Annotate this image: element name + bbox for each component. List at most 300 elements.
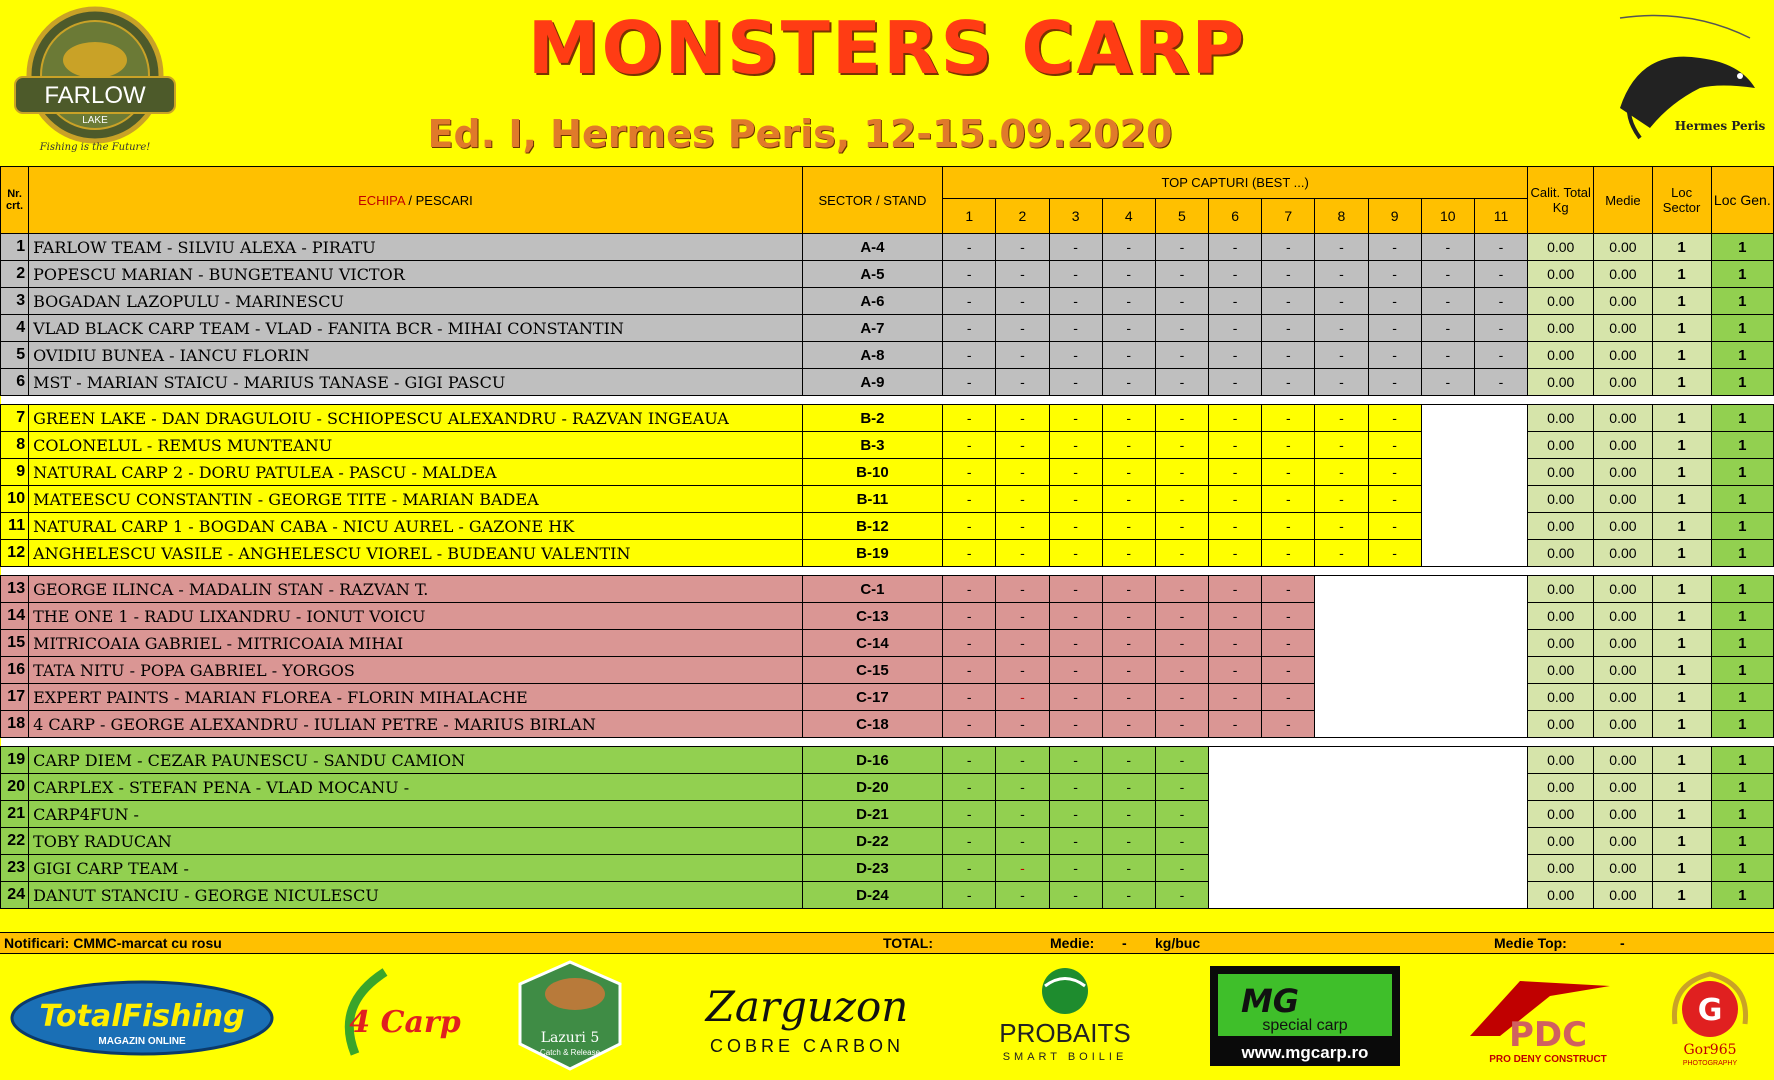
capture-cell: - — [1049, 603, 1102, 630]
capture-cell: - — [1155, 513, 1208, 540]
calit-total: 0.00 — [1528, 486, 1594, 513]
capture-cell: - — [1049, 369, 1102, 396]
calit-total: 0.00 — [1528, 855, 1594, 882]
capture-cell: - — [1049, 459, 1102, 486]
calit-total: 0.00 — [1528, 261, 1594, 288]
sector-stand: B-11 — [802, 486, 942, 513]
loc-sector: 1 — [1652, 855, 1711, 882]
zarguzon-sub: COBRE CARBON — [709, 1036, 905, 1056]
loc-sector: 1 — [1652, 828, 1711, 855]
row-number: 15 — [1, 630, 29, 657]
mgcarp-logo — [1210, 966, 1400, 1066]
sector-stand: C-18 — [802, 711, 942, 738]
capture-cell: - — [1421, 369, 1474, 396]
group-spacer — [1, 738, 1774, 747]
sector-stand: D-16 — [802, 747, 942, 774]
capture-cell: - — [996, 405, 1049, 432]
capture-cell: - — [943, 747, 996, 774]
capture-cell: - — [1209, 234, 1262, 261]
capture-cell: - — [943, 774, 996, 801]
table-row[interactable] — [1, 576, 1774, 603]
capture-cell: - — [1102, 432, 1155, 459]
row-number: 9 — [1, 459, 29, 486]
capture-cell: - — [1102, 540, 1155, 567]
team-name: BOGADAN LAZOPULU - MARINESCU — [29, 288, 803, 315]
capture-cell: - — [1262, 342, 1315, 369]
capture-cell: - — [1315, 369, 1368, 396]
page-header — [0, 0, 1774, 166]
page-subtitle: Ed. I, Hermes Peris, 12-15.09.2020 — [427, 112, 1173, 156]
capture-cell: - — [1102, 630, 1155, 657]
capture-cell: - — [1474, 342, 1527, 369]
farlow-tag: Fishing is the Future! — [39, 142, 151, 153]
capture-cell: - — [1049, 576, 1102, 603]
capture-cell: - — [1155, 801, 1208, 828]
calit-total: 0.00 — [1528, 603, 1594, 630]
capture-cell: - — [1049, 405, 1102, 432]
sector-stand: D-22 — [802, 828, 942, 855]
header-sector: SECTOR / STAND — [802, 167, 942, 234]
header-echipa-label: ECHIPA — [358, 192, 405, 208]
medie-value: 0.00 — [1594, 261, 1652, 288]
capture-cell: - — [1262, 576, 1315, 603]
farlow-sub: LAKE — [82, 115, 108, 126]
capture-cell: - — [1102, 315, 1155, 342]
table-row[interactable] — [1, 747, 1774, 774]
capture-cell: - — [1421, 234, 1474, 261]
sector-stand: A-9 — [802, 369, 942, 396]
capture-cell: - — [996, 234, 1049, 261]
loc-sector: 1 — [1652, 261, 1711, 288]
loc-general: 1 — [1711, 342, 1773, 369]
table-row[interactable] — [1, 315, 1774, 342]
header-capture-5: 5 — [1155, 199, 1208, 234]
team-name: VLAD BLACK CARP TEAM - VLAD - FANITA BCR - MIHAI CONSTANTIN — [29, 315, 803, 342]
sector-stand: C-1 — [802, 576, 942, 603]
header-capture-11: 11 — [1474, 199, 1527, 234]
capture-cell: - — [1209, 405, 1262, 432]
row-number: 6 — [1, 369, 29, 396]
capture-cell: - — [1474, 369, 1527, 396]
footer-bar — [0, 932, 1774, 954]
team-name: OVIDIU BUNEA - IANCU FLORIN — [29, 342, 803, 369]
header-capture-10: 10 — [1421, 199, 1474, 234]
capture-cell: - — [1315, 315, 1368, 342]
zarguzon-logo — [695, 976, 935, 1066]
capture-cell: - — [1155, 315, 1208, 342]
pdc-text: PDC — [1508, 1015, 1588, 1055]
capture-cell: - — [1421, 342, 1474, 369]
footer-medie-val: - — [1122, 935, 1127, 951]
loc-general: 1 — [1711, 459, 1773, 486]
capture-cell: - — [1368, 261, 1421, 288]
capture-cell: - — [1155, 576, 1208, 603]
capture-cell: - — [1315, 459, 1368, 486]
capture-cell: - — [1315, 288, 1368, 315]
sector-stand: C-17 — [802, 684, 942, 711]
gor965-logo — [1660, 964, 1760, 1069]
farlow-name: FARLOW — [44, 82, 146, 109]
calit-total: 0.00 — [1528, 828, 1594, 855]
header-capture-7: 7 — [1262, 199, 1315, 234]
team-name: TOBY RADUCAN — [29, 828, 803, 855]
header-capture-8: 8 — [1315, 199, 1368, 234]
capture-cell: - — [1262, 288, 1315, 315]
capture-cell: - — [1049, 747, 1102, 774]
capture-cell: - — [1262, 513, 1315, 540]
capture-cell: - — [1102, 828, 1155, 855]
table-row[interactable] — [1, 342, 1774, 369]
capture-cell: - — [943, 486, 996, 513]
header-capture-3: 3 — [1049, 199, 1102, 234]
team-name: GEORGE ILINCA - MADALIN STAN - RAZVAN T. — [29, 576, 803, 603]
capture-cell: - — [1155, 684, 1208, 711]
capture-cell: - — [1209, 459, 1262, 486]
loc-sector: 1 — [1652, 369, 1711, 396]
capture-cell: - — [1049, 261, 1102, 288]
capture-cell: - — [996, 459, 1049, 486]
capture-cell: - — [943, 828, 996, 855]
pdc-sub: PRO DENY CONSTRUCT — [1489, 1054, 1607, 1065]
capture-cell: - — [1049, 774, 1102, 801]
team-name: TATA NITU - POPA GABRIEL - YORGOS — [29, 657, 803, 684]
medie-value: 0.00 — [1594, 288, 1652, 315]
capture-cell: - — [1049, 882, 1102, 909]
capture-cell: - — [1209, 603, 1262, 630]
lazuri-text: Lazuri 5 — [540, 1030, 600, 1046]
capture-cell: - — [943, 459, 996, 486]
capture-cell: - — [1102, 459, 1155, 486]
calit-total: 0.00 — [1528, 288, 1594, 315]
capture-cell: - — [1368, 405, 1421, 432]
capture-cell: - — [1155, 657, 1208, 684]
capture-cell: - — [943, 855, 996, 882]
capture-cell: - — [1102, 405, 1155, 432]
capture-cell: - — [1102, 684, 1155, 711]
medie-value: 0.00 — [1594, 576, 1652, 603]
loc-general: 1 — [1711, 801, 1773, 828]
team-name: NATURAL CARP 1 - BOGDAN CABA - NICU AUREL - GAZONE HK — [29, 513, 803, 540]
capture-cell: - — [1262, 603, 1315, 630]
capture-cell: - — [1209, 576, 1262, 603]
row-number: 23 — [1, 855, 29, 882]
capture-cell: - — [996, 882, 1049, 909]
results-table — [0, 166, 1774, 909]
footer-medie: Medie: — [1050, 935, 1095, 951]
4carp-logo — [325, 964, 465, 1064]
sector-stand: A-4 — [802, 234, 942, 261]
loc-general: 1 — [1711, 288, 1773, 315]
capture-cell: - — [943, 711, 996, 738]
capture-cell: - — [996, 342, 1049, 369]
medie-value: 0.00 — [1594, 684, 1652, 711]
sector-stand: A-5 — [802, 261, 942, 288]
row-number: 1 — [1, 234, 29, 261]
calit-total: 0.00 — [1528, 657, 1594, 684]
loc-sector: 1 — [1652, 603, 1711, 630]
loc-sector: 1 — [1652, 657, 1711, 684]
capture-cell: - — [1474, 315, 1527, 342]
capture-cell: - — [1315, 234, 1368, 261]
table-row[interactable] — [1, 405, 1774, 432]
team-name: POPESCU MARIAN - BUNGETEANU VICTOR — [29, 261, 803, 288]
sector-stand: B-3 — [802, 432, 942, 459]
calit-total: 0.00 — [1528, 774, 1594, 801]
footer-medie-top-val: - — [1620, 935, 1625, 951]
capture-cell: - — [1368, 234, 1421, 261]
capture-cell: - — [943, 540, 996, 567]
capture-cell: - — [996, 801, 1049, 828]
medie-value: 0.00 — [1594, 513, 1652, 540]
medie-value: 0.00 — [1594, 342, 1652, 369]
totalfishing-text: TotalFishing — [39, 999, 245, 1034]
loc-sector: 1 — [1652, 459, 1711, 486]
medie-value: 0.00 — [1594, 540, 1652, 567]
capture-cell: - — [1315, 513, 1368, 540]
team-name: MITRICOAIA GABRIEL - MITRICOAIA MIHAI — [29, 630, 803, 657]
loc-general: 1 — [1711, 576, 1773, 603]
sector-stand: B-12 — [802, 513, 942, 540]
capture-cell: - — [1262, 459, 1315, 486]
capture-cell: - — [1155, 774, 1208, 801]
medie-value: 0.00 — [1594, 828, 1652, 855]
capture-cell: - — [1155, 630, 1208, 657]
medie-value: 0.00 — [1594, 855, 1652, 882]
calit-total: 0.00 — [1528, 369, 1594, 396]
capture-cell: - — [1049, 684, 1102, 711]
loc-general: 1 — [1711, 261, 1773, 288]
medie-value: 0.00 — [1594, 486, 1652, 513]
loc-sector: 1 — [1652, 405, 1711, 432]
capture-cell: - — [1102, 369, 1155, 396]
capture-cell: - — [1155, 261, 1208, 288]
capture-cell: - — [1474, 234, 1527, 261]
capture-cell: - — [1262, 486, 1315, 513]
capture-cell: - — [1049, 855, 1102, 882]
medie-value: 0.00 — [1594, 432, 1652, 459]
capture-cell: - — [1368, 459, 1421, 486]
capture-cell: - — [996, 657, 1049, 684]
lazuri5-logo — [505, 954, 635, 1074]
capture-cell: - — [996, 432, 1049, 459]
capture-cell: - — [1102, 774, 1155, 801]
team-name: ANGHELESCU VASILE - ANGHELESCU VIOREL - BUDEANU VALENTIN — [29, 540, 803, 567]
gor-text: Gor965 — [1683, 1042, 1737, 1058]
loc-general: 1 — [1711, 513, 1773, 540]
capture-blank — [1315, 576, 1528, 738]
loc-general: 1 — [1711, 315, 1773, 342]
team-name: CARPLEX - STEFAN PENA - VLAD MOCANU - — [29, 774, 803, 801]
capture-cell: - — [1368, 432, 1421, 459]
capture-cell: - — [1262, 315, 1315, 342]
capture-cell: - — [943, 801, 996, 828]
team-name: 4 CARP - GEORGE ALEXANDRU - IULIAN PETRE - MARIUS BIRLAN — [29, 711, 803, 738]
header-nr: Nr. crt. — [1, 167, 29, 234]
capture-blank — [1209, 747, 1528, 909]
loc-general: 1 — [1711, 882, 1773, 909]
pdc-logo — [1460, 976, 1620, 1066]
capture-cell: - — [1155, 603, 1208, 630]
group-spacer — [1, 567, 1774, 576]
sector-stand: A-7 — [802, 315, 942, 342]
capture-cell: - — [1155, 369, 1208, 396]
loc-general: 1 — [1711, 603, 1773, 630]
header-loc-sector: Loc Sector — [1652, 167, 1711, 234]
sector-stand: C-15 — [802, 657, 942, 684]
capture-cell: - — [1262, 234, 1315, 261]
loc-general: 1 — [1711, 747, 1773, 774]
capture-cell: - — [1368, 342, 1421, 369]
footer-total: TOTAL: — [883, 935, 934, 951]
capture-cell: - — [1474, 288, 1527, 315]
row-number: 21 — [1, 801, 29, 828]
loc-general: 1 — [1711, 405, 1773, 432]
table-row[interactable] — [1, 288, 1774, 315]
capture-cell: - — [1155, 540, 1208, 567]
capture-cell: - — [943, 405, 996, 432]
team-name: THE ONE 1 - RADU LIXANDRU - IONUT VOICU — [29, 603, 803, 630]
capture-cell: - — [1155, 234, 1208, 261]
probaits-text: PROBAITS — [999, 1018, 1131, 1048]
header-capture-1: 1 — [943, 199, 996, 234]
calit-total: 0.00 — [1528, 684, 1594, 711]
mg-url: www.mgcarp.ro — [1241, 1043, 1369, 1062]
loc-sector: 1 — [1652, 576, 1711, 603]
capture-cell: - — [943, 234, 996, 261]
loc-general: 1 — [1711, 828, 1773, 855]
calit-total: 0.00 — [1528, 882, 1594, 909]
team-name: FARLOW TEAM - SILVIU ALEXA - PIRATU — [29, 234, 803, 261]
header-capture-2: 2 — [996, 199, 1049, 234]
loc-sector: 1 — [1652, 315, 1711, 342]
calit-total: 0.00 — [1528, 342, 1594, 369]
capture-cell: - — [1421, 261, 1474, 288]
mg-text: MG — [1240, 982, 1300, 1020]
header-medie: Medie — [1594, 167, 1652, 234]
capture-cell: - — [1049, 801, 1102, 828]
capture-cell: - — [996, 261, 1049, 288]
capture-cell: - — [1209, 369, 1262, 396]
capture-cell: - — [1315, 486, 1368, 513]
capture-cell: - — [943, 603, 996, 630]
calit-total: 0.00 — [1528, 630, 1594, 657]
row-number: 18 — [1, 711, 29, 738]
4carp-text: 4 Carp — [349, 1005, 461, 1040]
capture-cell: - — [1209, 513, 1262, 540]
medie-value: 0.00 — [1594, 882, 1652, 909]
capture-cell: - — [1262, 684, 1315, 711]
loc-sector: 1 — [1652, 711, 1711, 738]
capture-cell: - — [1368, 288, 1421, 315]
capture-cell: - — [1262, 657, 1315, 684]
capture-cell: - — [1102, 342, 1155, 369]
calit-total: 0.00 — [1528, 405, 1594, 432]
team-name: CARP4FUN - — [29, 801, 803, 828]
loc-sector: 1 — [1652, 288, 1711, 315]
row-number: 10 — [1, 486, 29, 513]
table-row[interactable] — [1, 234, 1774, 261]
capture-cell: - — [1315, 432, 1368, 459]
capture-cell: - — [1262, 432, 1315, 459]
sector-stand: B-10 — [802, 459, 942, 486]
calit-total: 0.00 — [1528, 234, 1594, 261]
row-number: 14 — [1, 603, 29, 630]
capture-cell: - — [943, 513, 996, 540]
row-number: 3 — [1, 288, 29, 315]
capture-cell: - — [996, 747, 1049, 774]
row-number: 13 — [1, 576, 29, 603]
capture-cell: - — [1102, 603, 1155, 630]
capture-cell: - — [1049, 234, 1102, 261]
row-number: 4 — [1, 315, 29, 342]
capture-cell: - — [1155, 405, 1208, 432]
capture-cell: - — [943, 576, 996, 603]
capture-cell: - — [996, 540, 1049, 567]
sponsor-bar — [0, 954, 1774, 1080]
capture-cell: - — [996, 369, 1049, 396]
capture-cell: - — [1262, 261, 1315, 288]
capture-cell: - — [1155, 855, 1208, 882]
table-row[interactable] — [1, 369, 1774, 396]
group-spacer — [1, 396, 1774, 405]
mg-sub: special carp — [1262, 1017, 1348, 1034]
team-name: CARP DIEM - CEZAR PAUNESCU - SANDU CAMION — [29, 747, 803, 774]
capture-cell: - — [1102, 882, 1155, 909]
capture-cell: - — [996, 711, 1049, 738]
hermes-peris-logo — [1600, 8, 1770, 158]
medie-value: 0.00 — [1594, 405, 1652, 432]
capture-cell: - — [943, 261, 996, 288]
loc-sector: 1 — [1652, 801, 1711, 828]
medie-value: 0.00 — [1594, 774, 1652, 801]
capture-cell: - — [1155, 828, 1208, 855]
capture-cell: - — [1474, 261, 1527, 288]
table-row[interactable] — [1, 261, 1774, 288]
capture-cell: - — [1102, 234, 1155, 261]
capture-cell: - — [1102, 486, 1155, 513]
header-pescari-label: / PESCARI — [404, 192, 473, 208]
loc-sector: 1 — [1652, 513, 1711, 540]
capture-cell: - — [1049, 828, 1102, 855]
sector-stand: B-2 — [802, 405, 942, 432]
capture-cell: - — [1049, 288, 1102, 315]
capture-cell: - — [1155, 747, 1208, 774]
capture-cell: - — [996, 486, 1049, 513]
capture-cell: - — [996, 288, 1049, 315]
footer-unit: kg/buc — [1155, 935, 1201, 951]
loc-general: 1 — [1711, 432, 1773, 459]
calit-total: 0.00 — [1528, 315, 1594, 342]
loc-general: 1 — [1711, 657, 1773, 684]
medie-value: 0.00 — [1594, 657, 1652, 684]
capture-cell: - — [1368, 369, 1421, 396]
capture-cell: - — [996, 855, 1049, 882]
medie-value: 0.00 — [1594, 459, 1652, 486]
capture-cell: - — [943, 342, 996, 369]
row-number: 8 — [1, 432, 29, 459]
spacer-cell — [1, 396, 1774, 405]
row-number: 7 — [1, 405, 29, 432]
sector-stand: D-24 — [802, 882, 942, 909]
capture-cell: - — [1262, 630, 1315, 657]
medie-value: 0.00 — [1594, 711, 1652, 738]
team-name: MATEESCU CONSTANTIN - GEORGE TITE - MARIAN BADEA — [29, 486, 803, 513]
team-name: EXPERT PAINTS - MARIAN FLOREA - FLORIN MIHALACHE — [29, 684, 803, 711]
capture-cell: - — [1262, 540, 1315, 567]
capture-cell: - — [1102, 513, 1155, 540]
probaits-logo — [980, 966, 1150, 1066]
capture-cell: - — [1049, 513, 1102, 540]
